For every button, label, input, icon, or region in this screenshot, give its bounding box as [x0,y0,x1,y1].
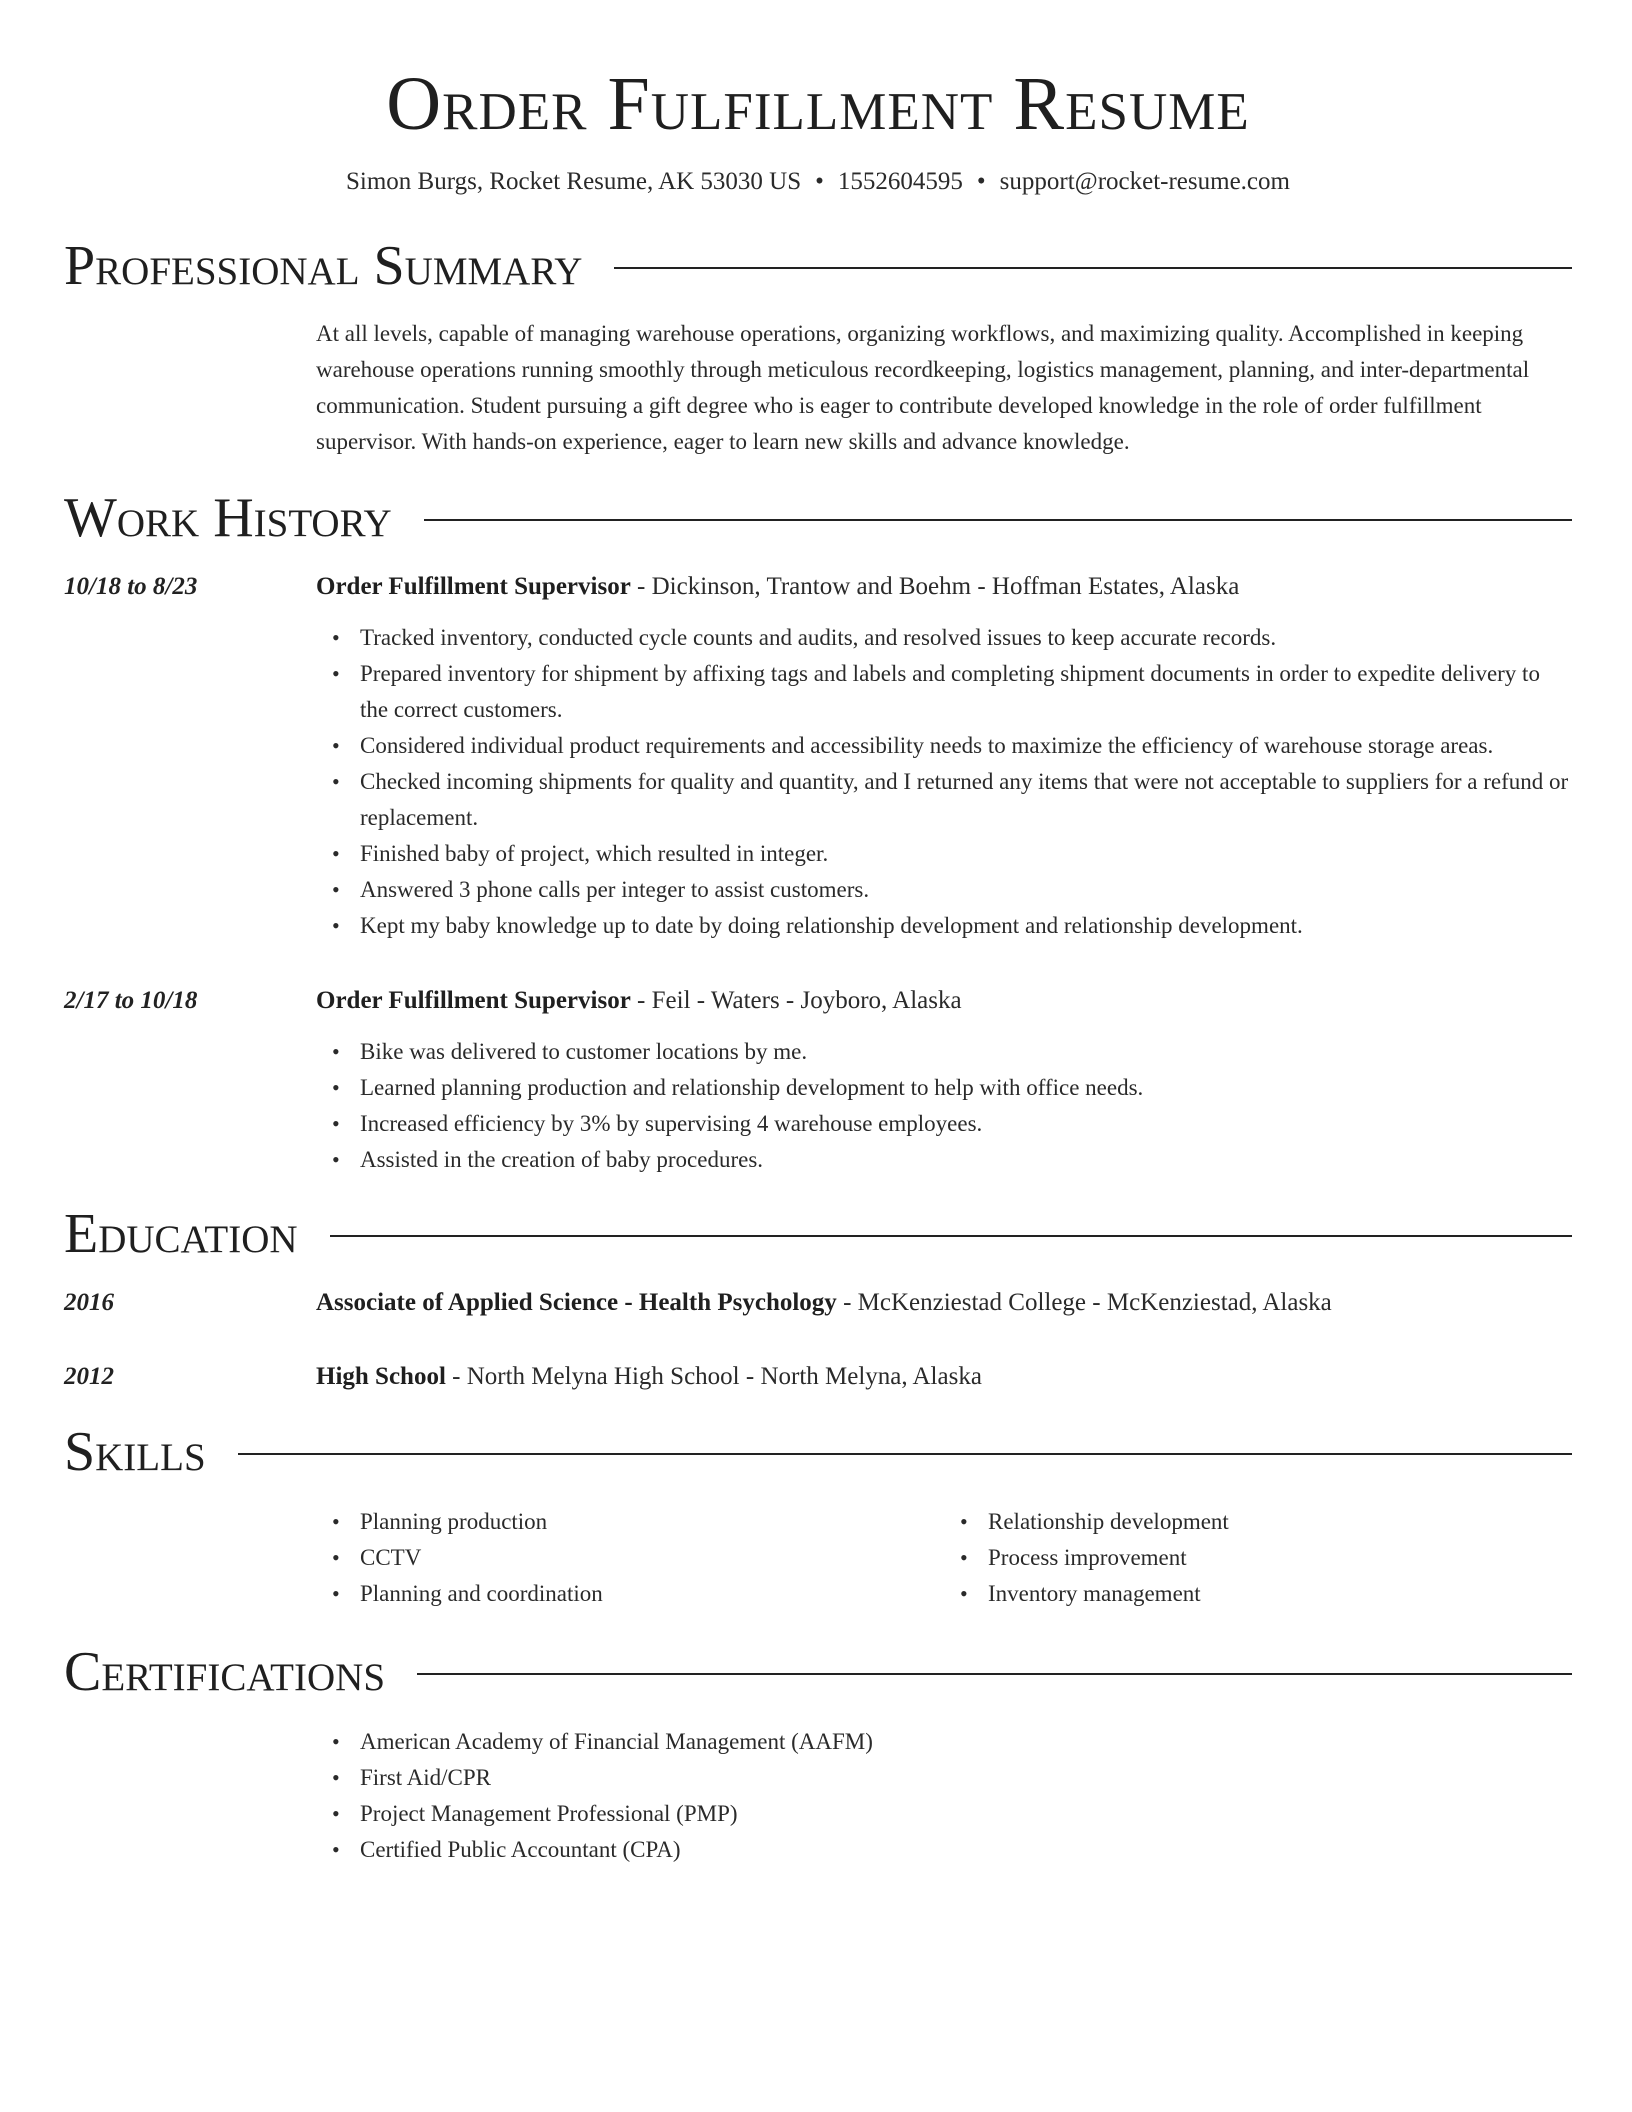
skill-item: • Inventory management [988,1576,1572,1612]
job-bullet-item: • Checked incoming shipments for quality and quantity, and I returned any items that were not acceptable to suppliers for a refund or replacement. [360,764,1572,836]
certifications-block [316,1724,1572,1868]
work-history-list [64,570,1572,1178]
contact-email: support@rocket-resume.com [999,168,1290,195]
education-year: 2012 [64,1363,114,1390]
education-year: 2016 [64,1289,114,1316]
job-entry [64,984,1572,1178]
education-degree: High School [316,1363,446,1390]
education-heading [316,1286,1572,1320]
job-bullet-item: • Considered individual product requirements and accessibility needs to maximize the efficiency of warehouse storage areas. [360,728,1572,764]
job-heading [316,984,1572,1018]
job-details: - Dickinson, Trantow and Boehm - Hoffman Estates, Alaska [630,573,1240,600]
section-title-skills: Skills [64,1421,206,1483]
education-heading [316,1360,1572,1394]
job-bullets [360,1034,1572,1178]
resume-page [64,0,1572,1868]
job-bullet-item: • Tracked inventory, conducted cycle counts and audits, and resolved issues to keep accurate records. [360,620,1572,656]
section-header-summary [64,236,1572,296]
job-dates: 10/18 to 8/23 [64,573,198,600]
skill-item: • Planning production [360,1504,944,1540]
job-content [316,570,1572,944]
contact-phone: 1552604595 [837,168,963,195]
section-header-education [64,1204,1572,1264]
education-degree: Associate of Applied Science - Health Psychology [316,1289,837,1316]
contact-separator: • [815,168,824,195]
job-bullet-item: • Finished baby of project, which resulted in integer. [360,836,1572,872]
job-bullets [360,620,1572,944]
job-title: Order Fulfillment Supervisor [316,573,631,600]
skill-item: • Relationship development [988,1504,1572,1540]
job-bullet-item: • Prepared inventory for shipment by affixing tags and labels and completing shipment documents in order to expedite delivery to the correct customers. [360,656,1572,728]
skills-column-right [988,1504,1572,1612]
section-header-work [64,488,1572,548]
section-header-certifications [64,1642,1572,1702]
certification-item: • First Aid/CPR [360,1760,1572,1796]
skill-item: • Planning and coordination [360,1576,944,1612]
section-title-education: Education [64,1203,298,1265]
job-bullet-item: • Kept my baby knowledge up to date by doing relationship development and relationship development. [360,908,1572,944]
job-heading [316,570,1572,604]
job-details: - Feil - Waters - Joyboro, Alaska [630,987,962,1014]
section-divider [238,1453,1572,1455]
education-content [316,1360,1572,1394]
contact-address: Simon Burgs, Rocket Resume, AK 53030 US [346,168,802,195]
skills-grid [316,1504,1572,1612]
contact-separator: • [976,168,986,195]
job-bullet-item: • Increased efficiency by 3% by supervising 4 warehouse employees. [360,1106,1572,1142]
job-entry [64,570,1572,944]
job-content [316,984,1572,1178]
certification-item: • Project Management Professional (PMP) [360,1796,1572,1832]
job-bullet-item: • Learned planning production and relationship development to help with office needs. [360,1070,1572,1106]
job-bullet-item: • Answered 3 phone calls per integer to assist customers. [360,872,1572,908]
job-bullet-item: • Assisted in the creation of baby procedures. [360,1142,1572,1178]
resume-title: Order Fulfillment Resume [386,62,1250,146]
skill-item: • CCTV [360,1540,944,1576]
certification-item: • Certified Public Accountant (CPA) [360,1832,1572,1868]
education-details: - North Melyna High School - North Melyna, Alaska [445,1363,982,1390]
education-entry [64,1360,1572,1394]
section-divider [614,267,1572,269]
skills-column-left [360,1504,944,1612]
education-list [64,1286,1572,1394]
section-title-summary: Professional Summary [64,235,583,297]
job-bullet-item: • Bike was delivered to customer locations by me. [360,1034,1572,1070]
section-header-skills [64,1422,1572,1482]
education-content [316,1286,1572,1320]
certification-item: • American Academy of Financial Management (AAFM) [360,1724,1572,1760]
job-title: Order Fulfillment Supervisor [316,987,631,1014]
job-dates: 2/17 to 10/18 [64,987,198,1014]
section-divider [330,1235,1572,1237]
section-divider [417,1673,1572,1675]
skill-item: • Process improvement [988,1540,1572,1576]
contact-line [64,166,1572,198]
education-details: - McKenziestad College - McKenziestad, Alaska [836,1289,1332,1316]
certifications-list [360,1724,1572,1868]
section-title-certifications: Certifications [64,1641,386,1703]
education-entry [64,1286,1572,1320]
summary-text: At all levels, capable of managing warehouse operations, organizing workflows, and maximizing quality. Accomplished in keeping warehouse operations running smoothly through meticulous recordkeeping, logistics management, planning, and inter-departmental communication. Student pursuing a gift degree who is eager to contribute developed knowledge in the role of order fulfillment supervisor. With hands-on experience, eager to learn new skills and advance knowledge. [316,321,1530,454]
section-title-work: Work History [64,487,392,549]
section-divider [424,519,1572,521]
